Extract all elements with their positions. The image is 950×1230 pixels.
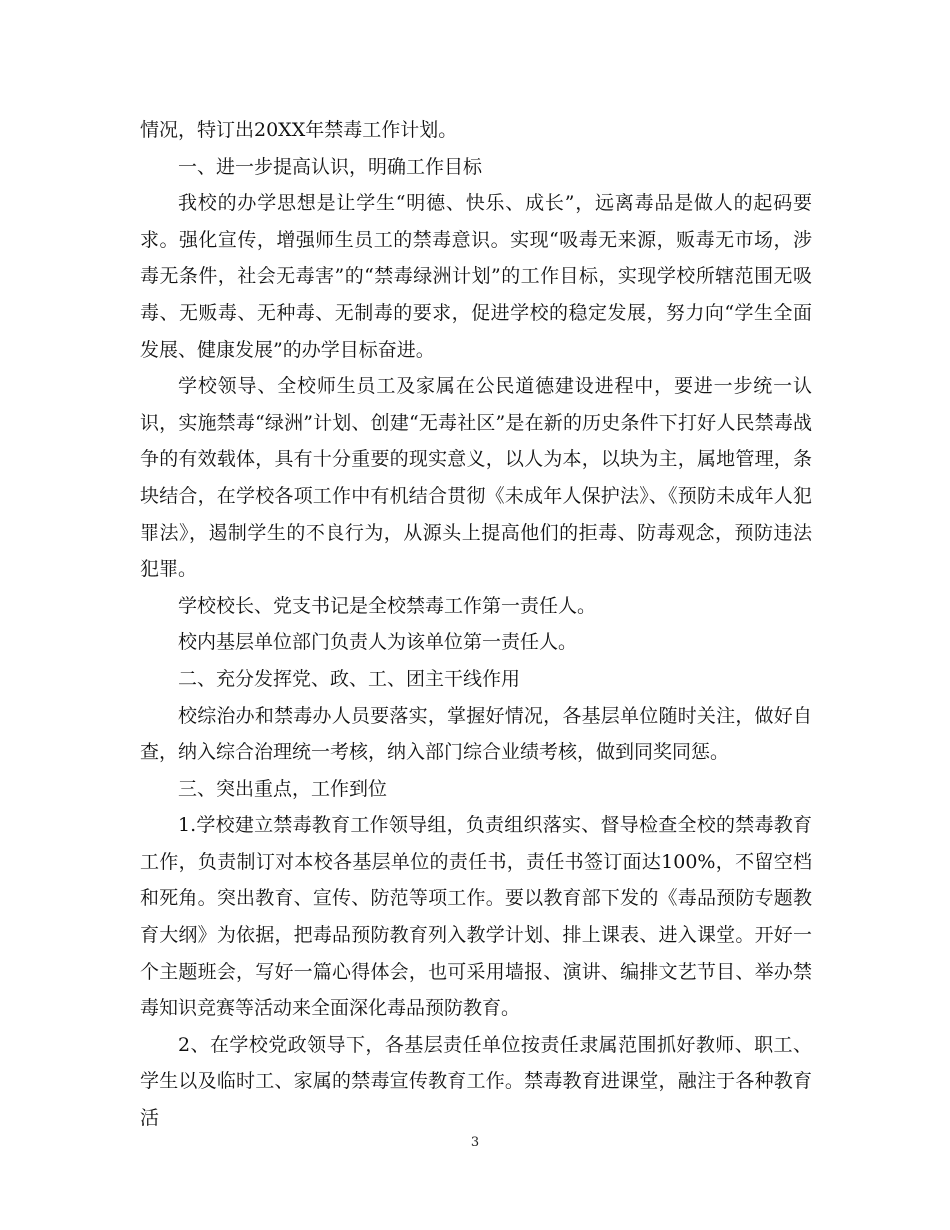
paragraph: 三、突出重点，工作到位 — [178, 777, 388, 800]
paragraph: 学校领导、全校师生员工及家属在公民道德建设进程中，要进一步统一认识，实施禁毒“绿洲”计划、创建“无毒社区”是在新的历史条件下打好人民禁毒战争的有效载体，具有十分重要的现实意义，以人为本，以块为主，属地管理，条块结合，在学校各项工作中有机结合贯彻《未成年人保护法》、《预防未成年人犯罪法》，遏制学生的不良行为，从源头上提高他们的拒毒、防毒观念，预防违法犯罪。 — [140, 375, 812, 581]
paragraph: 校综治办和禁毒办人员要落实，掌握好情况，各基层单位随时关注，做好自查，纳入综合治理统一考核，纳入部门综合业绩考核，做到同奖同惩。 — [140, 704, 812, 764]
paragraph: 校内基层单位部门负责人为该单位第一责任人。 — [178, 631, 578, 654]
document-body — [140, 112, 812, 1137]
paragraph: 二、充分发挥党、政、工、团主干线作用 — [178, 667, 521, 690]
page-number: 3 — [470, 1135, 480, 1150]
paragraph: 情况，特订出20XX年禁毒工作计划。 — [140, 119, 458, 141]
paragraph: 学校校长、党支书记是全校禁毒工作第一责任人。 — [178, 594, 597, 617]
paragraph: 一、进一步提高认识，明确工作目标 — [178, 155, 483, 178]
paragraph: 2、在学校党政领导下，各基层责任单位按责任隶属范围抓好教师、职工、学生以及临时工、家属的禁毒宣传教育工作。禁毒教育进课堂，融注于各种教育活 — [140, 1033, 812, 1130]
paragraph: 我校的办学思想是让学生“明德、快乐、成长”，远离毒品是做人的起码要求。强化宣传，增强师生员工的禁毒意识。实现“吸毒无来源，贩毒无市场，涉毒无条件，社会无毒害”的“禁毒绿洲计划”的工作目标，实现学校所辖范围无吸毒、无贩毒、无种毒、无制毒的要求，促进学校的稳定发展，努力向“学生全面发展、健康发展”的办学目标奋进。 — [140, 192, 812, 361]
paragraph: 1.学校建立禁毒教育工作领导组，负责组织落实、督导检查全校的禁毒教育工作，负责制订对本校各基层单位的责任书，责任书签订面达100%，不留空档和死角。突出教育、宣传、防范等项工作。要以教育部下发的《毒品预防专题教育大纲》为依据，把毒品预防教育列入教学计划、排上课表、进入课堂。开好一个主题班会，写好一篇心得体会，也可采用墙报、演讲、编排文艺节目、举办禁毒知识竞赛等活动来全面深化毒品预防教育。 — [140, 814, 812, 1020]
